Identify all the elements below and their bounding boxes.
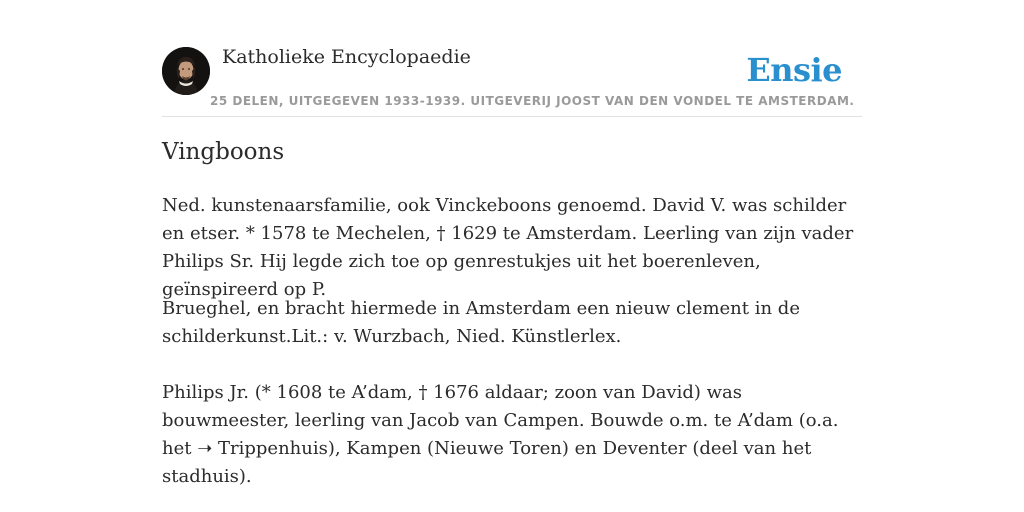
article-paragraph: Ned. kunstenaarsfamilie, ook Vinckeboons genoemd. David V. was schilder en etser. * 1578 te Mechelen, † 1629 te Amsterdam. Leerling van zijn vader Philips Sr. Hij legde zich toe op genrestukjes uit het boerenleven, geïnspireerd op P. [162,195,854,300]
article-paragraph: Philips Jr. (* 1608 te A’dam, † 1676 aldaar; zoon van David) was bouwmeester, leerling van Jacob van Campen. Bouwde o.m. te A’dam (o.a. het ➝ Trippenhuis), Kampen (Nieuwe Toren) en Deventer (deel van het stadhuis). [162,382,839,487]
publication-header [162,40,862,117]
article-paragraph: Brueghel, en bracht hiermede in Amsterdam een nieuw clement in de schilderkunst.Lit.: v. Wurzbach, Nied. Künstlerlex. [162,298,800,347]
brand-logo[interactable]: Ensie [746,51,842,89]
publication-subtitle: 25 DELEN, UITGEGEVEN 1933-1939. UITGEVERIJ JOOST VAN DEN VONDEL TE AMSTERDAM. [210,94,855,108]
portrait-icon [162,47,210,95]
publication-title[interactable]: Katholieke Encyclopaedie [222,46,471,68]
publication-avatar[interactable] [162,47,210,95]
article-title: Vingboons [162,139,285,165]
